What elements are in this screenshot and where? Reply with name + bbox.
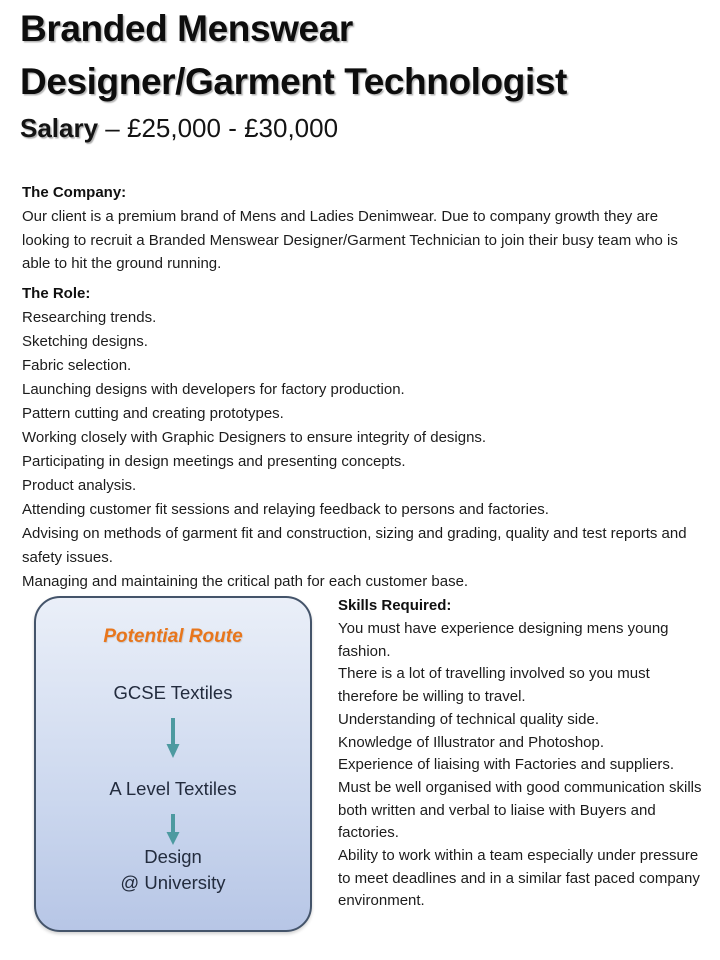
potential-route-box (34, 596, 312, 932)
list-item: Understanding of technical quality side. (338, 710, 599, 728)
list-item: Pattern cutting and creating prototypes. (22, 405, 284, 422)
route-title: Potential Route (103, 626, 243, 647)
list-item: There is a lot of travelling involved so you must therefore be willing to travel. (338, 665, 650, 706)
skills-section (338, 594, 710, 913)
skills-list (338, 618, 710, 913)
role-list (22, 306, 706, 594)
title-line-1: Branded Menswear (20, 8, 353, 49)
title-line-2: Designer/Garment Technologist (20, 61, 567, 102)
route-step-university (36, 844, 310, 896)
list-item: You must have experience designing mens young fashion. (338, 620, 669, 660)
role-section (22, 283, 706, 594)
down-arrow-icon (36, 716, 310, 760)
list-item: Launching designs with developers for factory production. (22, 381, 405, 398)
route-step-alevel: A Level Textiles (109, 778, 237, 799)
list-item: Researching trends. (22, 309, 157, 326)
list-item: Participating in design meetings and presenting concepts. (22, 453, 406, 470)
list-item: Attending customer fit sessions and relaying feedback to persons and factories. (22, 501, 549, 518)
route-step-gcse: GCSE Textiles (113, 682, 233, 703)
salary-value: – £25,000 - £30,000 (98, 113, 339, 143)
list-item: Must be well organised with good communication skills both written and verbal to liaise with Buyers and factories. (338, 778, 702, 842)
salary-label: Salary (20, 113, 99, 143)
list-item: Ability to work within a team especially under pressure to meet deadlines and in a similar fast paced company environment. (338, 847, 700, 910)
list-item: Working closely with Graphic Designers to ensure integrity of designs. (22, 429, 487, 446)
list-item: Experience of liaising with Factories and suppliers. (338, 756, 674, 774)
list-item: Sketching designs. (22, 333, 148, 350)
list-item: Managing and maintaining the critical path for each customer base. (22, 573, 469, 590)
company-section (22, 182, 706, 276)
list-item: Advising on methods of garment fit and construction, sizing and grading, quality and test reports and safety issues. (22, 525, 687, 566)
route-step-university-line2: @ University (120, 872, 226, 893)
list-item: Product analysis. (22, 477, 137, 494)
list-item: Fabric selection. (22, 357, 132, 374)
role-heading: The Role: (22, 285, 91, 302)
salary-line (20, 110, 710, 146)
company-paragraph: Our client is a premium brand of Mens and Ladies Denimwear. Due to company growth they are looking to recruit a Branded Menswear Designer/Garment Technician to join their busy team who is able to hit the ground running. (22, 208, 678, 272)
list-item: Knowledge of Illustrator and Photoshop. (338, 733, 605, 751)
page-title (20, 2, 710, 146)
company-heading: The Company: (22, 184, 127, 201)
route-step-university-line1: Design (144, 846, 202, 867)
down-arrow-icon (36, 812, 310, 846)
skills-heading: Skills Required: (338, 597, 452, 614)
